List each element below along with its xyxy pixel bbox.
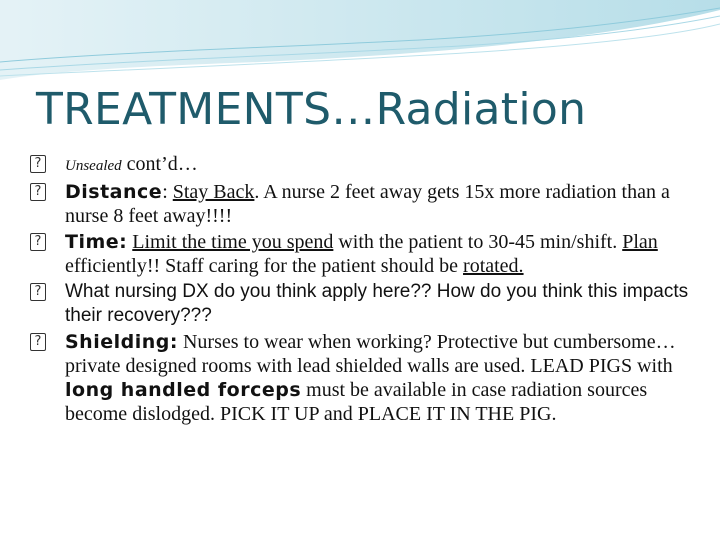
limit-time-text: Limit the time you spend <box>132 231 334 253</box>
slide-body <box>30 152 700 426</box>
unsealed-text: cont’d… <box>126 153 198 175</box>
bullet-marker-icon: ? <box>30 333 46 351</box>
nursing-dx-question: What nursing DX do you think apply here?? How do you think this impacts their recovery??? <box>65 281 689 326</box>
list-item <box>30 230 700 278</box>
slide-title: TREATMENTS…Radiation <box>36 84 587 135</box>
bullet-marker-icon: ? <box>30 155 46 173</box>
shielding-text-2: must be available in case radiation sources become dislodged. PICK IT UP and PLACE IT IN THE PIG. <box>65 379 648 425</box>
bullet-marker-icon: ? <box>30 283 46 301</box>
plan-text: Plan <box>622 231 658 253</box>
rotated-text: rotated. <box>463 255 524 277</box>
list-item <box>30 330 700 426</box>
distance-sep: : <box>162 181 173 203</box>
shielding-text-1: Nurses to wear when working? Protective but cumbersome… private designed rooms with lead shielded walls are used. LEAD PIGS with <box>65 331 676 377</box>
list-item <box>30 152 700 178</box>
list-item <box>30 280 700 328</box>
unsealed-label: Unsealed <box>65 158 122 174</box>
bullet-marker-icon: ? <box>30 233 46 251</box>
stay-back-text: Stay Back <box>172 181 255 203</box>
time-label: Time: <box>65 231 128 253</box>
distance-text: . A nurse 2 feet away gets 15x more radiation than a nurse 8 feet away!!!! <box>65 181 670 227</box>
time-text-2: efficiently!! Staff caring for the patient should be <box>65 255 464 277</box>
list-item <box>30 180 700 228</box>
distance-label: Distance <box>65 181 163 203</box>
header-wave-decoration <box>0 0 720 80</box>
shielding-label: Shielding: <box>65 331 178 353</box>
bullet-marker-icon: ? <box>30 183 46 201</box>
forceps-text: long handled forceps <box>65 379 302 401</box>
time-text-1: with the patient to 30-45 min/shift. <box>333 231 623 253</box>
